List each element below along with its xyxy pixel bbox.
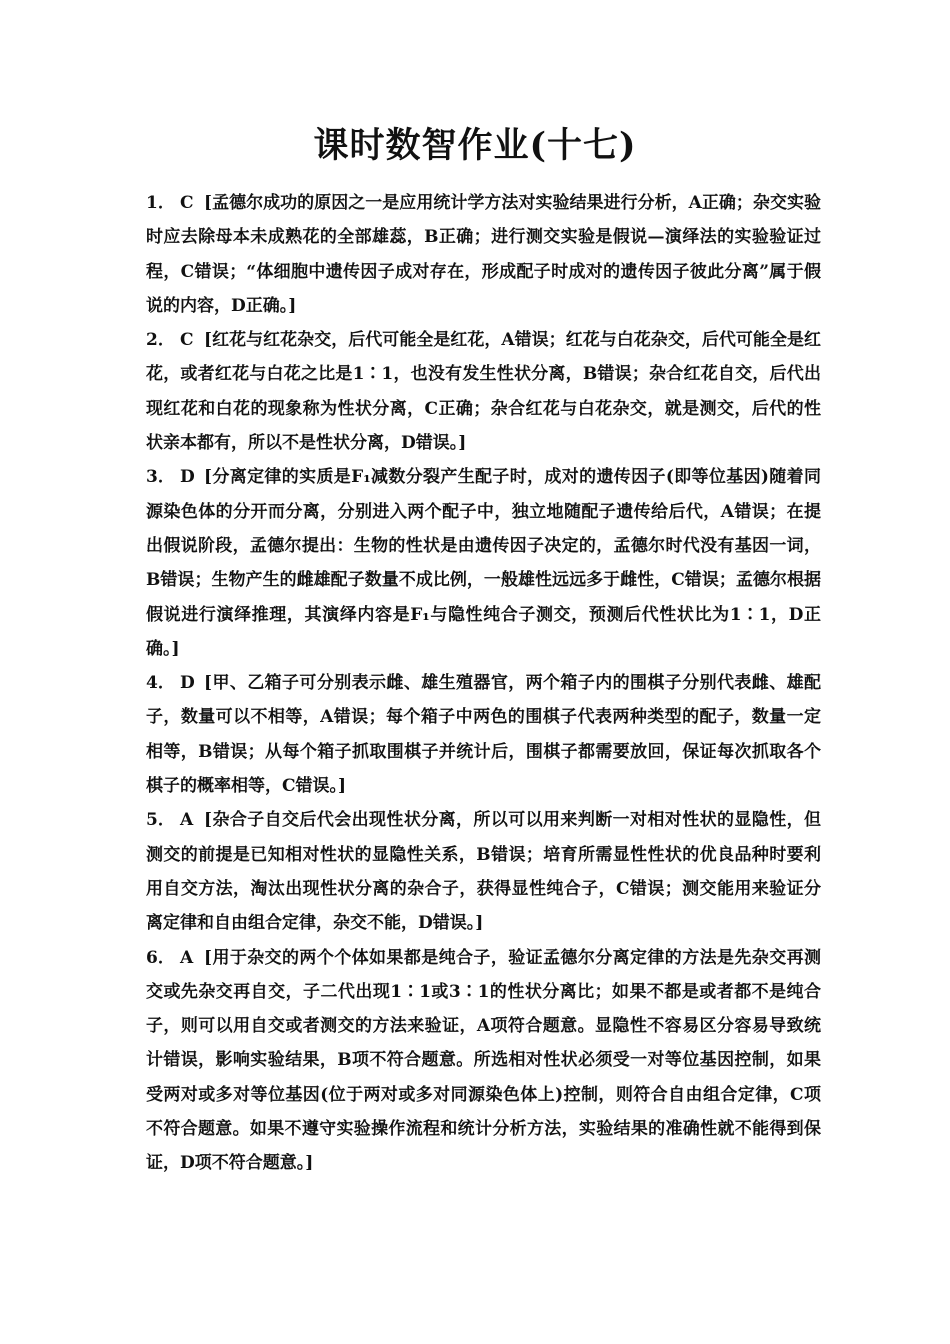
page-title: 课时数智作业(十七) (313, 125, 637, 166)
question-number: 4． (146, 673, 175, 694)
answer-choice: C (180, 193, 194, 213)
question-number: 6． (146, 947, 175, 968)
answer-item-4 (146, 666, 821, 803)
answer-choice: C (180, 330, 194, 351)
answer-item-1 (146, 186, 821, 323)
answer-explanation: [用于杂交的两个个体如果都是纯合子，验证孟德尔分离定律的方法是先杂交再测交或先杂交再自交，子二代出现1∶1或3∶1的性状分离比；如果不都是或者都不是纯合子，则可以用自交或者测交的方法来验证，A项符合题意。显隐性不容易区分容易导致统计错误，影响实验结果，B项不符合题意。所选相对性状必须受一对等位基因控制，如果受两对或多对等位基因(位于两对或多对同源染色体上)控制，则符合自由组合定律，C项不符合题意。如果不遵守实验操作流程和统计分析方法，实验结果的准确性就不能得到保证，D项不符合题意。] (146, 947, 821, 1174)
answer-item-5 (146, 803, 821, 940)
question-number: 3． (146, 467, 175, 488)
answer-choice: A (180, 947, 194, 968)
answer-explanation: [分离定律的实质是F₁减数分裂产生配子时，成对的遗传因子(即等位基因)随着同源染色体的分开而分离，分别进入两个配子中，独立地随配子遗传给后代，A错误；在提出假说阶段，孟德尔提出：生物的性状是由遗传因子决定的，孟德尔时代没有基因一词，B错误；生物产生的雌雄配子数量不成比例，一般雄性远远多于雌性，C错误；孟德尔根据假说进行演绎推理，其演绎内容是F₁与隐性纯合子测交，预测后代性状比为1∶1，D正确。] (146, 467, 821, 659)
answer-list (146, 186, 821, 1181)
question-number: 2． (146, 330, 175, 351)
answer-explanation: [孟德尔成功的原因之一是应用统计学方法对实验结果进行分析，A正确；杂交实验时应去除母本未成熟花的全部雄蕊，B正确；进行测交实验是假说—演绎法的实验验证过程，C错误；“体细胞中遗传因子成对存在，形成配子时成对的遗传因子彼此分离”属于假说的内容，D正确。] (146, 193, 821, 316)
answer-choice: D (180, 467, 195, 488)
answer-choice: A (180, 810, 194, 831)
answer-item-2 (146, 323, 821, 460)
answer-explanation: [杂合子自交后代会出现性状分离，所以可以用来判断一对相对性状的显隐性，但测交的前提是已知相对性状的显隐性关系，B错误；培育所需显性性状的优良品种时要利用自交方法，淘汰出现性状分离的杂合子，获得显性纯合子，C错误；测交能用来验证分离定律和自由组合定律，杂交不能，D错误。] (146, 810, 821, 934)
answer-item-6 (146, 941, 821, 1181)
question-number: 5． (146, 810, 175, 831)
answer-item-3 (146, 460, 821, 666)
question-number: 1． (146, 193, 175, 213)
answer-explanation: [红花与红花杂交，后代可能全是红花，A错误；红花与白花杂交，后代可能全是红花，或者红花与白花之比是1∶1，也没有发生性状分离，B错误；杂合红花自交，后代出现红花和白花的现象称为性状分离，C正确；杂合红花与白花杂交，就是测交，后代的性状亲本都有，所以不是性状分离，D错误。] (146, 330, 821, 454)
answer-choice: D (180, 673, 195, 694)
answer-explanation: [甲、乙箱子可分别表示雌、雄生殖器官，两个箱子内的围棋子分别代表雌、雄配子，数量可以不相等，A错误；每个箱子中两色的围棋子代表两种类型的配子，数量一定相等，B错误；从每个箱子抓取围棋子并统计后，围棋子都需要放回，保证每次抓取各个棋子的概率相等，C错误。] (146, 673, 821, 797)
